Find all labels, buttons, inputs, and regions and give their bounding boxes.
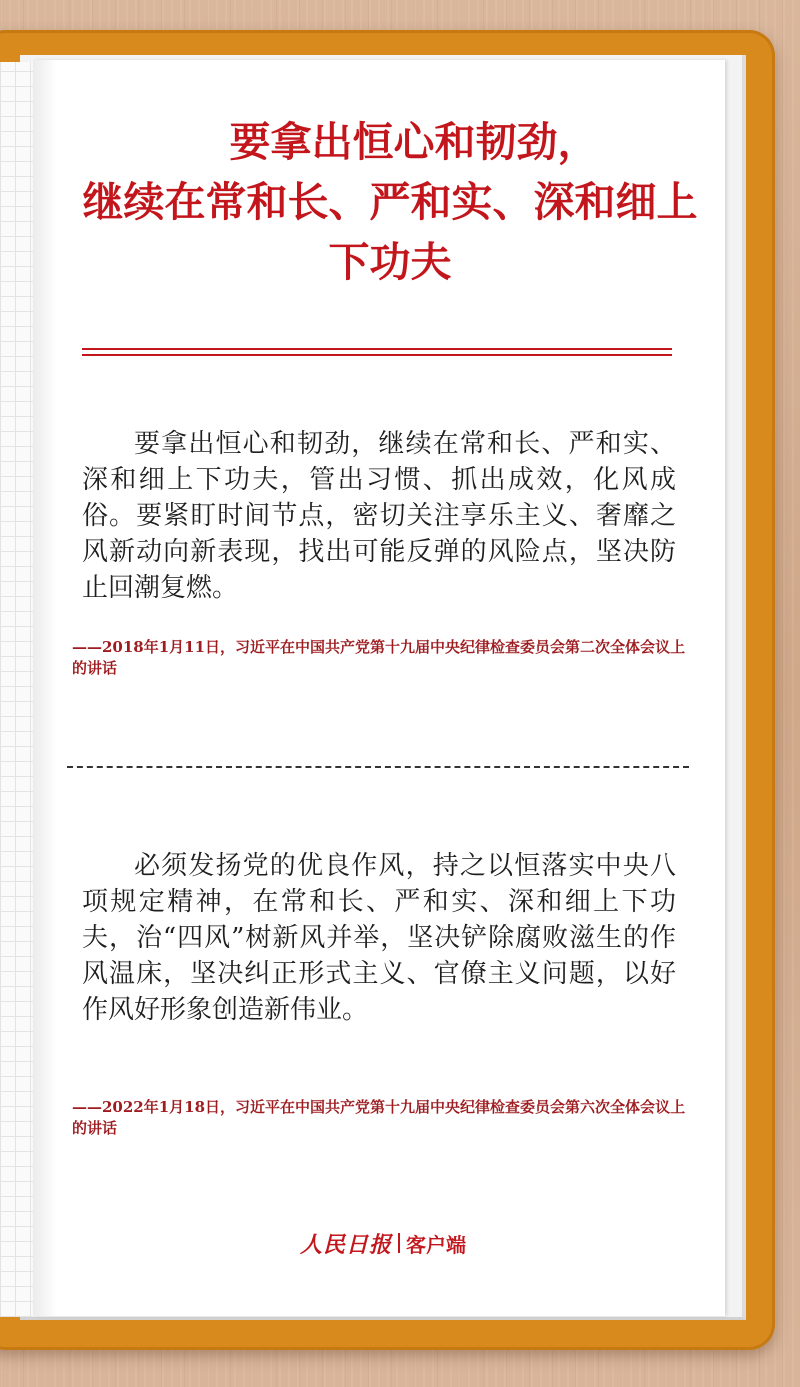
brand-logo	[300, 1228, 466, 1258]
brand-app-label: 客户端	[406, 1232, 467, 1257]
brand-name: 人民日报	[300, 1231, 393, 1258]
quote-source-2: ——2022年1月18日，习近平在中国共产党第十九届中央纪律检查委员会第六次全体会议上的讲话	[72, 1098, 686, 1137]
section-divider	[67, 766, 689, 768]
title-rule-bottom	[82, 354, 672, 356]
quote-text-1: 要拿出恒心和韧劲，继续在常和长、严和实、深和细上下功夫，管出习惯、抓出成效，化风成俗。要紧盯时间节点，密切关注享乐主义、奢靡之风新动向新表现，找出可能反弹的风险点，坚决防止回潮复燃。	[82, 429, 676, 603]
title-rule-top	[82, 348, 672, 350]
grid-paper-edge	[0, 62, 33, 1317]
brand-separator	[398, 1233, 400, 1253]
quote-source-1: ——2018年1月11日，习近平在中国共产党第十九届中央纪律检查委员会第二次全体会议上的讲话	[72, 638, 686, 677]
title-line-1: 要拿出恒心和韧劲，	[229, 118, 599, 166]
title-line-3: 下功夫	[328, 238, 452, 286]
title-line-2: 继续在常和长、严和实、深和细上	[82, 178, 698, 226]
page-title	[40, 112, 740, 292]
quote-text-2: 必须发扬党的优良作风，持之以恒落实中央八项规定精神，在常和长、严和实、深和细上下功夫，治“四风”树新风并举，坚决铲除腐败滋生的作风温床，坚决纠正形式主义、官僚主义问题，以好作风好形象创造新伟业。	[82, 851, 676, 1025]
